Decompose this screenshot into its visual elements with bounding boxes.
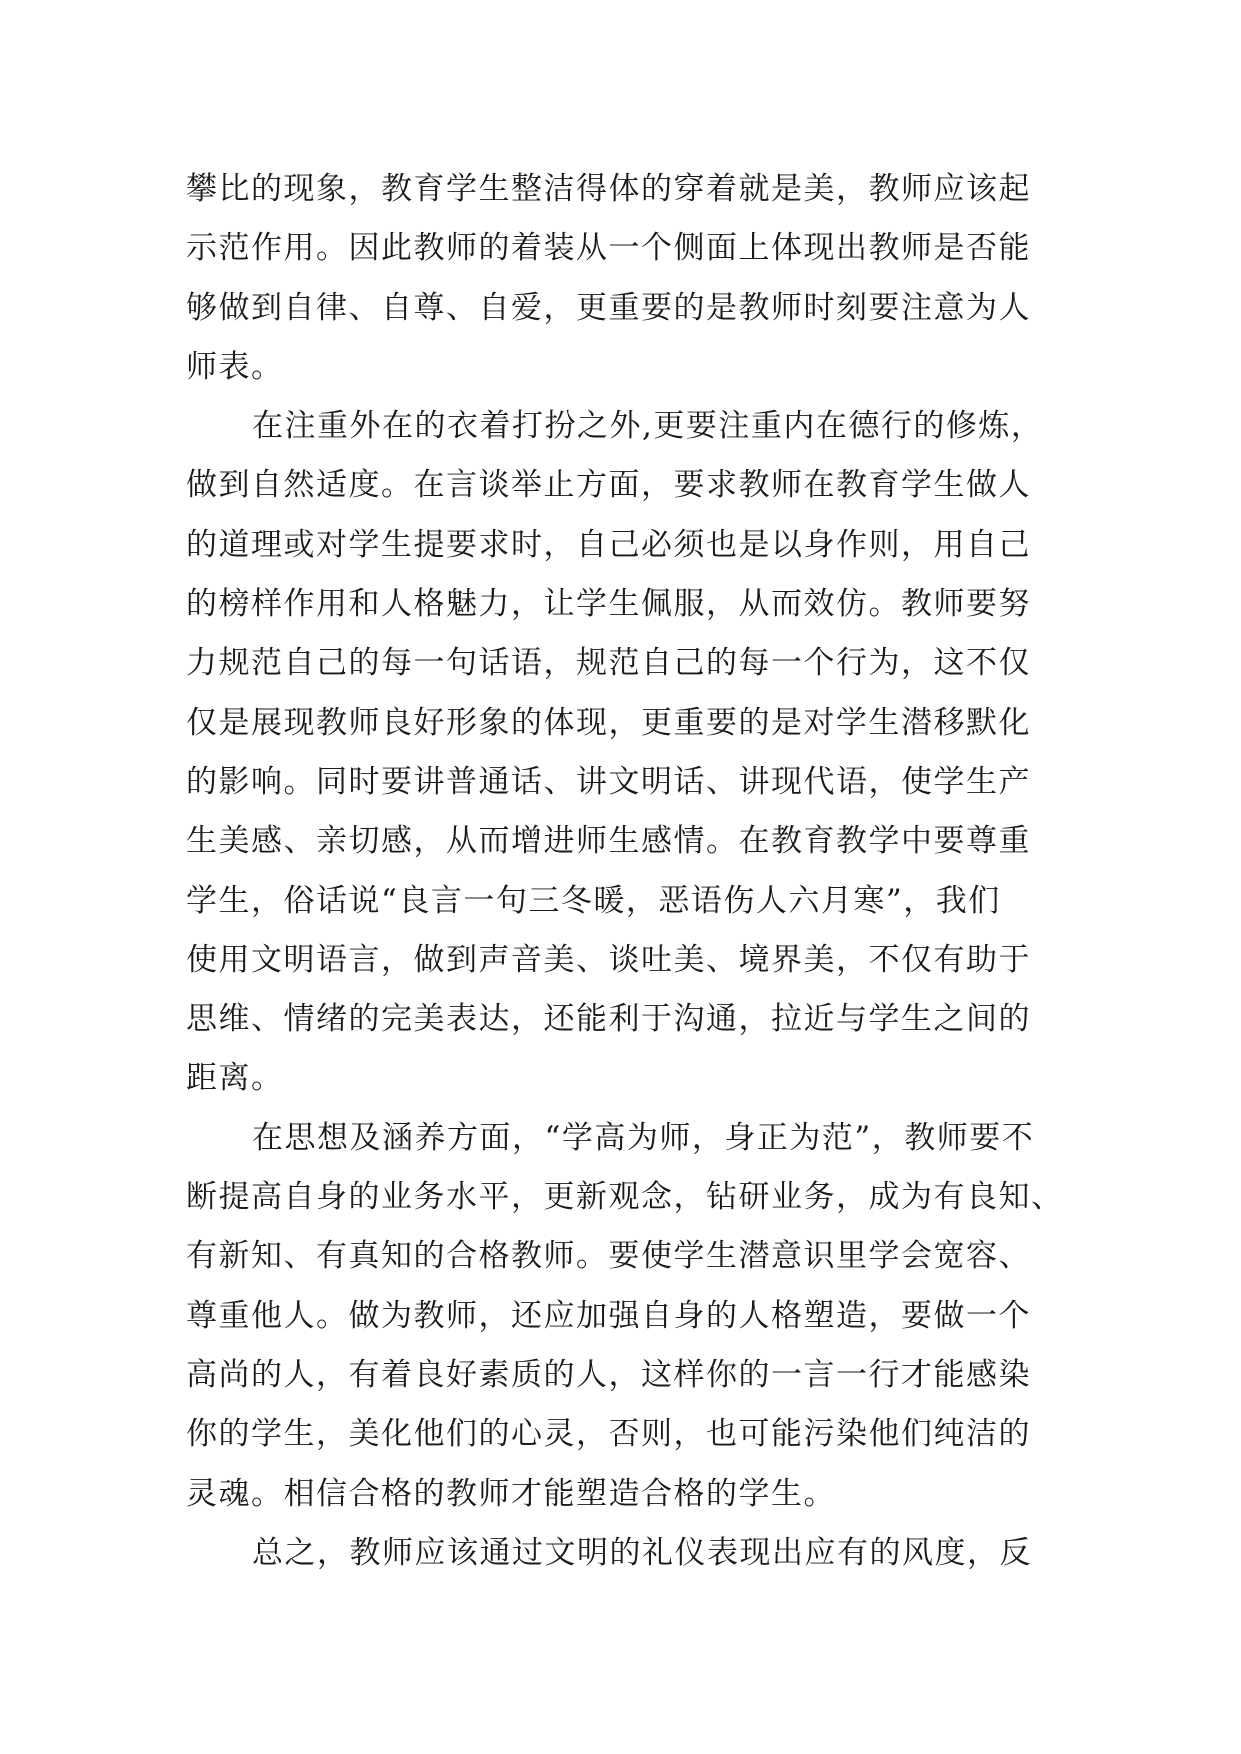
- text-line: 灵魂。相信合格的教师才能塑造合格的学生。: [186, 1475, 836, 1512]
- text-line: 高尚的人，有着良好素质的人，这样你的一言一行才能感染: [186, 1356, 1031, 1393]
- text-line: 攀比的现象，教育学生整洁得体的穿着就是美，教师应该起: [186, 171, 1031, 207]
- text-line: 距离。: [186, 1060, 284, 1097]
- text-line: 思维、情绪的完美表达，还能利于沟通，拉近与学生之间的: [186, 1001, 1031, 1038]
- text-line: 你的学生，美化他们的心灵，否则，也可能污染他们纯洁的: [186, 1416, 1031, 1453]
- paragraph-start-line: 在思想及涵养方面，“学高为师，身正为范”，教师要不: [252, 1119, 1035, 1156]
- text-line: 使用文明语言，做到声音美、谈吐美、境界美，不仅有助于: [186, 941, 1031, 978]
- text-line: 的道理或对学生提要求时，自己必须也是以身作则，用自己: [186, 526, 1031, 563]
- text-line: 师表。: [186, 348, 284, 385]
- text-line: 尊重他人。做为教师，还应加强自身的人格塑造，要做一个: [186, 1297, 1031, 1334]
- text-line: 仅是展现教师良好形象的体现，更重要的是对学生潜移默化: [186, 704, 1031, 741]
- text-line: 做到自然适度。在言谈举止方面，要求教师在教育学生做人: [186, 467, 1031, 504]
- text-line: 的榜样作用和人格魅力，让学生佩服，从而效仿。教师要努: [186, 586, 1031, 623]
- text-line: 够做到自律、自尊、自爱，更重要的是教师时刻要注意为人: [186, 289, 1031, 326]
- text-line: 断提高自身的业务水平，更新观念，钻研业务，成为有良知、: [186, 1179, 1064, 1216]
- text-line: 示范作用。因此教师的着装从一个侧面上体现出教师是否能: [186, 230, 1031, 267]
- paragraph-start-line: 在注重外在的衣着打扮之外,更要注重内在德行的修炼，: [252, 408, 1044, 445]
- body-text: [186, 160, 1066, 1583]
- text-line: 学生，俗话说“良言一句三冬暖，恶语伤人六月寒”，我们: [186, 882, 1001, 919]
- text-line: 有新知、有真知的合格教师。要使学生潜意识里学会宽容、: [186, 1238, 1031, 1275]
- text-line: 生美感、亲切感，从而增进师生感情。在教育教学中要尊重: [186, 823, 1031, 860]
- paragraph-start-line: 总之，教师应该通过文明的礼仪表现出应有的风度，反: [252, 1534, 1032, 1571]
- text-line: 的影响。同时要讲普通话、讲文明话、讲现代语，使学生产: [186, 763, 1031, 800]
- text-line: 力规范自己的每一句话语，规范自己的每一个行为，这不仅: [186, 645, 1031, 682]
